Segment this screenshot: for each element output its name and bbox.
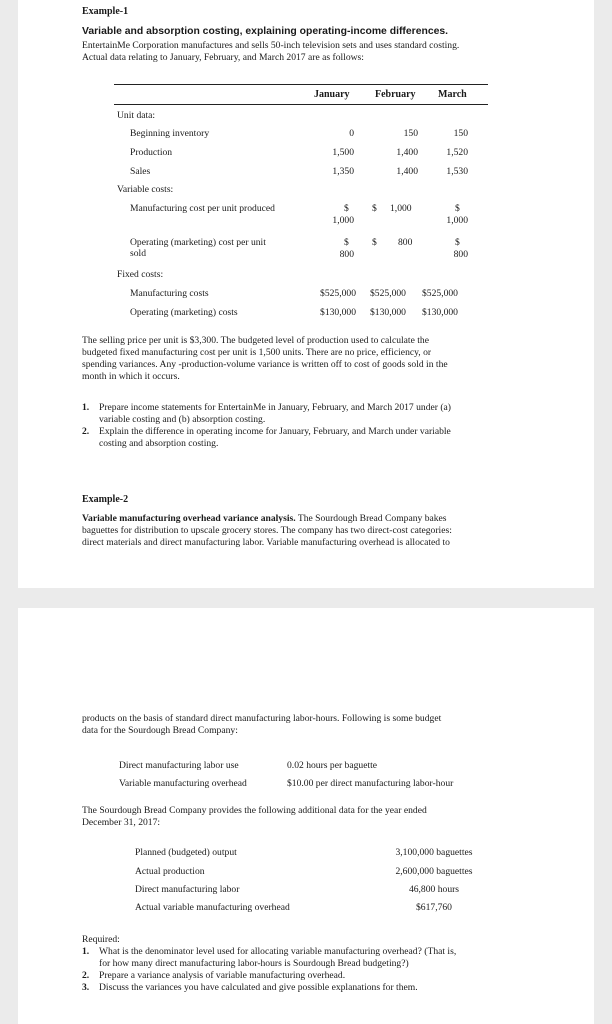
cell-jan-symbol: $ xyxy=(344,237,349,248)
question-line: for how many direct manufacturing labor-hours is Sourdough Bread budgeting?) xyxy=(99,958,409,969)
cell-feb: 1,000 xyxy=(390,203,412,214)
fixed-costs-label: Fixed costs: xyxy=(117,269,164,280)
cell-feb: 800 xyxy=(398,237,413,248)
row-label: Actual production xyxy=(135,866,205,877)
question-line: Prepare a variance analysis of variable manufacturing overhead. xyxy=(99,970,346,981)
col-header-march: March xyxy=(438,89,467,100)
unit-data-label: Unit data: xyxy=(117,110,156,121)
row-label: Variable manufacturing overhead xyxy=(119,778,247,789)
example2-intro-line-1 xyxy=(82,513,447,524)
row-label: Beginning inventory xyxy=(130,128,210,139)
row-label: Manufacturing costs xyxy=(130,288,209,299)
cell-mar-symbol: $ xyxy=(455,203,460,214)
paragraph-line: The selling price per unit is $3,300. The budgeted level of production used to calculate the xyxy=(82,335,429,346)
continued-line-2: data for the Sourdough Bread Company: xyxy=(82,725,238,736)
cell-feb: 150 xyxy=(403,128,418,139)
cell-mar: 1,520 xyxy=(446,147,468,158)
row-value: 46,800 hours xyxy=(408,884,460,895)
row-label: Sales xyxy=(130,166,151,177)
row-label: Direct manufacturing labor xyxy=(135,884,240,895)
question-line: variable costing and (b) absorption costing. xyxy=(99,414,266,425)
cell-jan: 1,500 xyxy=(332,147,354,158)
question-number: 2. xyxy=(82,426,90,437)
cell-mar: 800 xyxy=(453,249,468,260)
row-label: Manufacturing cost per unit produced xyxy=(130,203,275,214)
cell-mar: 1,530 xyxy=(446,166,468,177)
cell-feb: 1,400 xyxy=(396,147,418,158)
cell-jan: 800 xyxy=(339,249,354,260)
example1-intro-line-2: Actual data relating to January, February, and March 2017 are as follows: xyxy=(82,52,364,63)
cell-feb: 1,400 xyxy=(396,166,418,177)
example2-heading: Example-2 xyxy=(82,494,129,505)
additional-data-line-2: December 31, 2017: xyxy=(82,817,161,828)
col-header-january: January xyxy=(314,89,350,100)
example2-intro-line-2: baguettes for distribution to upscale grocery stores. The company has two direct-cost categories: xyxy=(82,525,452,536)
table-header-rule xyxy=(114,104,488,105)
document-page-1 xyxy=(18,0,594,588)
cell-feb: $525,000 xyxy=(370,288,406,299)
cell-jan-symbol: $ xyxy=(344,203,349,214)
cell-feb: $130,000 xyxy=(370,307,406,318)
cell-mar: 150 xyxy=(453,128,468,139)
cell-mar: $525,000 xyxy=(422,288,458,299)
paragraph-line: spending variances. Any -production-volume variance is written off to cost of goods sold in the xyxy=(82,359,448,370)
row-value: 3,100,000 baguettes xyxy=(395,847,473,858)
paragraph-line: month in which it occurs. xyxy=(82,371,180,382)
table-top-rule xyxy=(114,84,488,85)
question-number: 1. xyxy=(82,402,90,413)
required-label: Required: xyxy=(82,934,120,945)
row-value: 2,600,000 baguettes xyxy=(395,866,473,877)
row-label: Operating (marketing) costs xyxy=(130,307,238,318)
document-page-2 xyxy=(18,608,594,1024)
row-label: Direct manufacturing labor use xyxy=(119,760,239,771)
additional-data-line-1: The Sourdough Bread Company provides the following additional data for the year ended xyxy=(82,805,427,816)
cell-mar: 1,000 xyxy=(446,215,468,226)
question-number: 3. xyxy=(82,982,90,993)
example2-title: Variable manufacturing overhead variance analysis. xyxy=(82,513,296,524)
paragraph-line: budgeted fixed manufacturing cost per unit is 1,500 units. There are no price, efficiency, or xyxy=(82,347,432,358)
example2-intro-rest: The Sourdough Bread Company bakes xyxy=(295,513,447,524)
cell-jan: 1,000 xyxy=(332,215,354,226)
row-label-line-1: Operating (marketing) cost per unit xyxy=(130,237,266,248)
example1-title: Variable and absorption costing, explaining operating-income differences. xyxy=(82,26,449,37)
example1-heading: Example-1 xyxy=(82,6,129,17)
question-line: What is the denominator level used for allocating variable manufacturing overhead? (That is, xyxy=(99,946,457,957)
question-number: 2. xyxy=(82,970,90,981)
variable-costs-label: Variable costs: xyxy=(117,184,174,195)
row-label: Actual variable manufacturing overhead xyxy=(135,902,290,913)
question-line: Explain the difference in operating income for January, February, and March under variable xyxy=(99,426,451,437)
cell-jan: 0 xyxy=(349,128,354,139)
cell-mar: $130,000 xyxy=(422,307,458,318)
row-label: Planned (budgeted) output xyxy=(135,847,237,858)
row-value: 0.02 hours per baguette xyxy=(287,760,378,771)
row-value: $10.00 per direct manufacturing labor-hour xyxy=(287,778,454,789)
cell-mar-symbol: $ xyxy=(455,237,460,248)
cell-feb-symbol: $ xyxy=(372,203,377,214)
question-line: Discuss the variances you have calculated and give possible explanations for them. xyxy=(99,982,418,993)
cell-jan: $130,000 xyxy=(320,307,356,318)
cell-feb-symbol: $ xyxy=(372,237,377,248)
cell-jan: $525,000 xyxy=(320,288,356,299)
question-number: 1. xyxy=(82,946,90,957)
row-label-line-2: sold xyxy=(130,248,146,259)
col-header-february: February xyxy=(375,89,416,100)
question-line: costing and absorption costing. xyxy=(99,438,219,449)
question-line: Prepare income statements for EntertainMe in January, February, and March 2017 under (a) xyxy=(99,402,451,413)
continued-line-1: products on the basis of standard direct manufacturing labor-hours. Following is some budget xyxy=(82,713,442,724)
row-value: $617,760 xyxy=(416,902,452,913)
row-label: Production xyxy=(130,147,173,158)
example1-intro-line-1: EntertainMe Corporation manufactures and sells 50-inch television sets and uses standard costing. xyxy=(82,40,460,51)
cell-jan: 1,350 xyxy=(332,166,354,177)
example2-intro-line-3: direct materials and direct manufacturing labor. Variable manufacturing overhead is allocated to xyxy=(82,537,450,548)
